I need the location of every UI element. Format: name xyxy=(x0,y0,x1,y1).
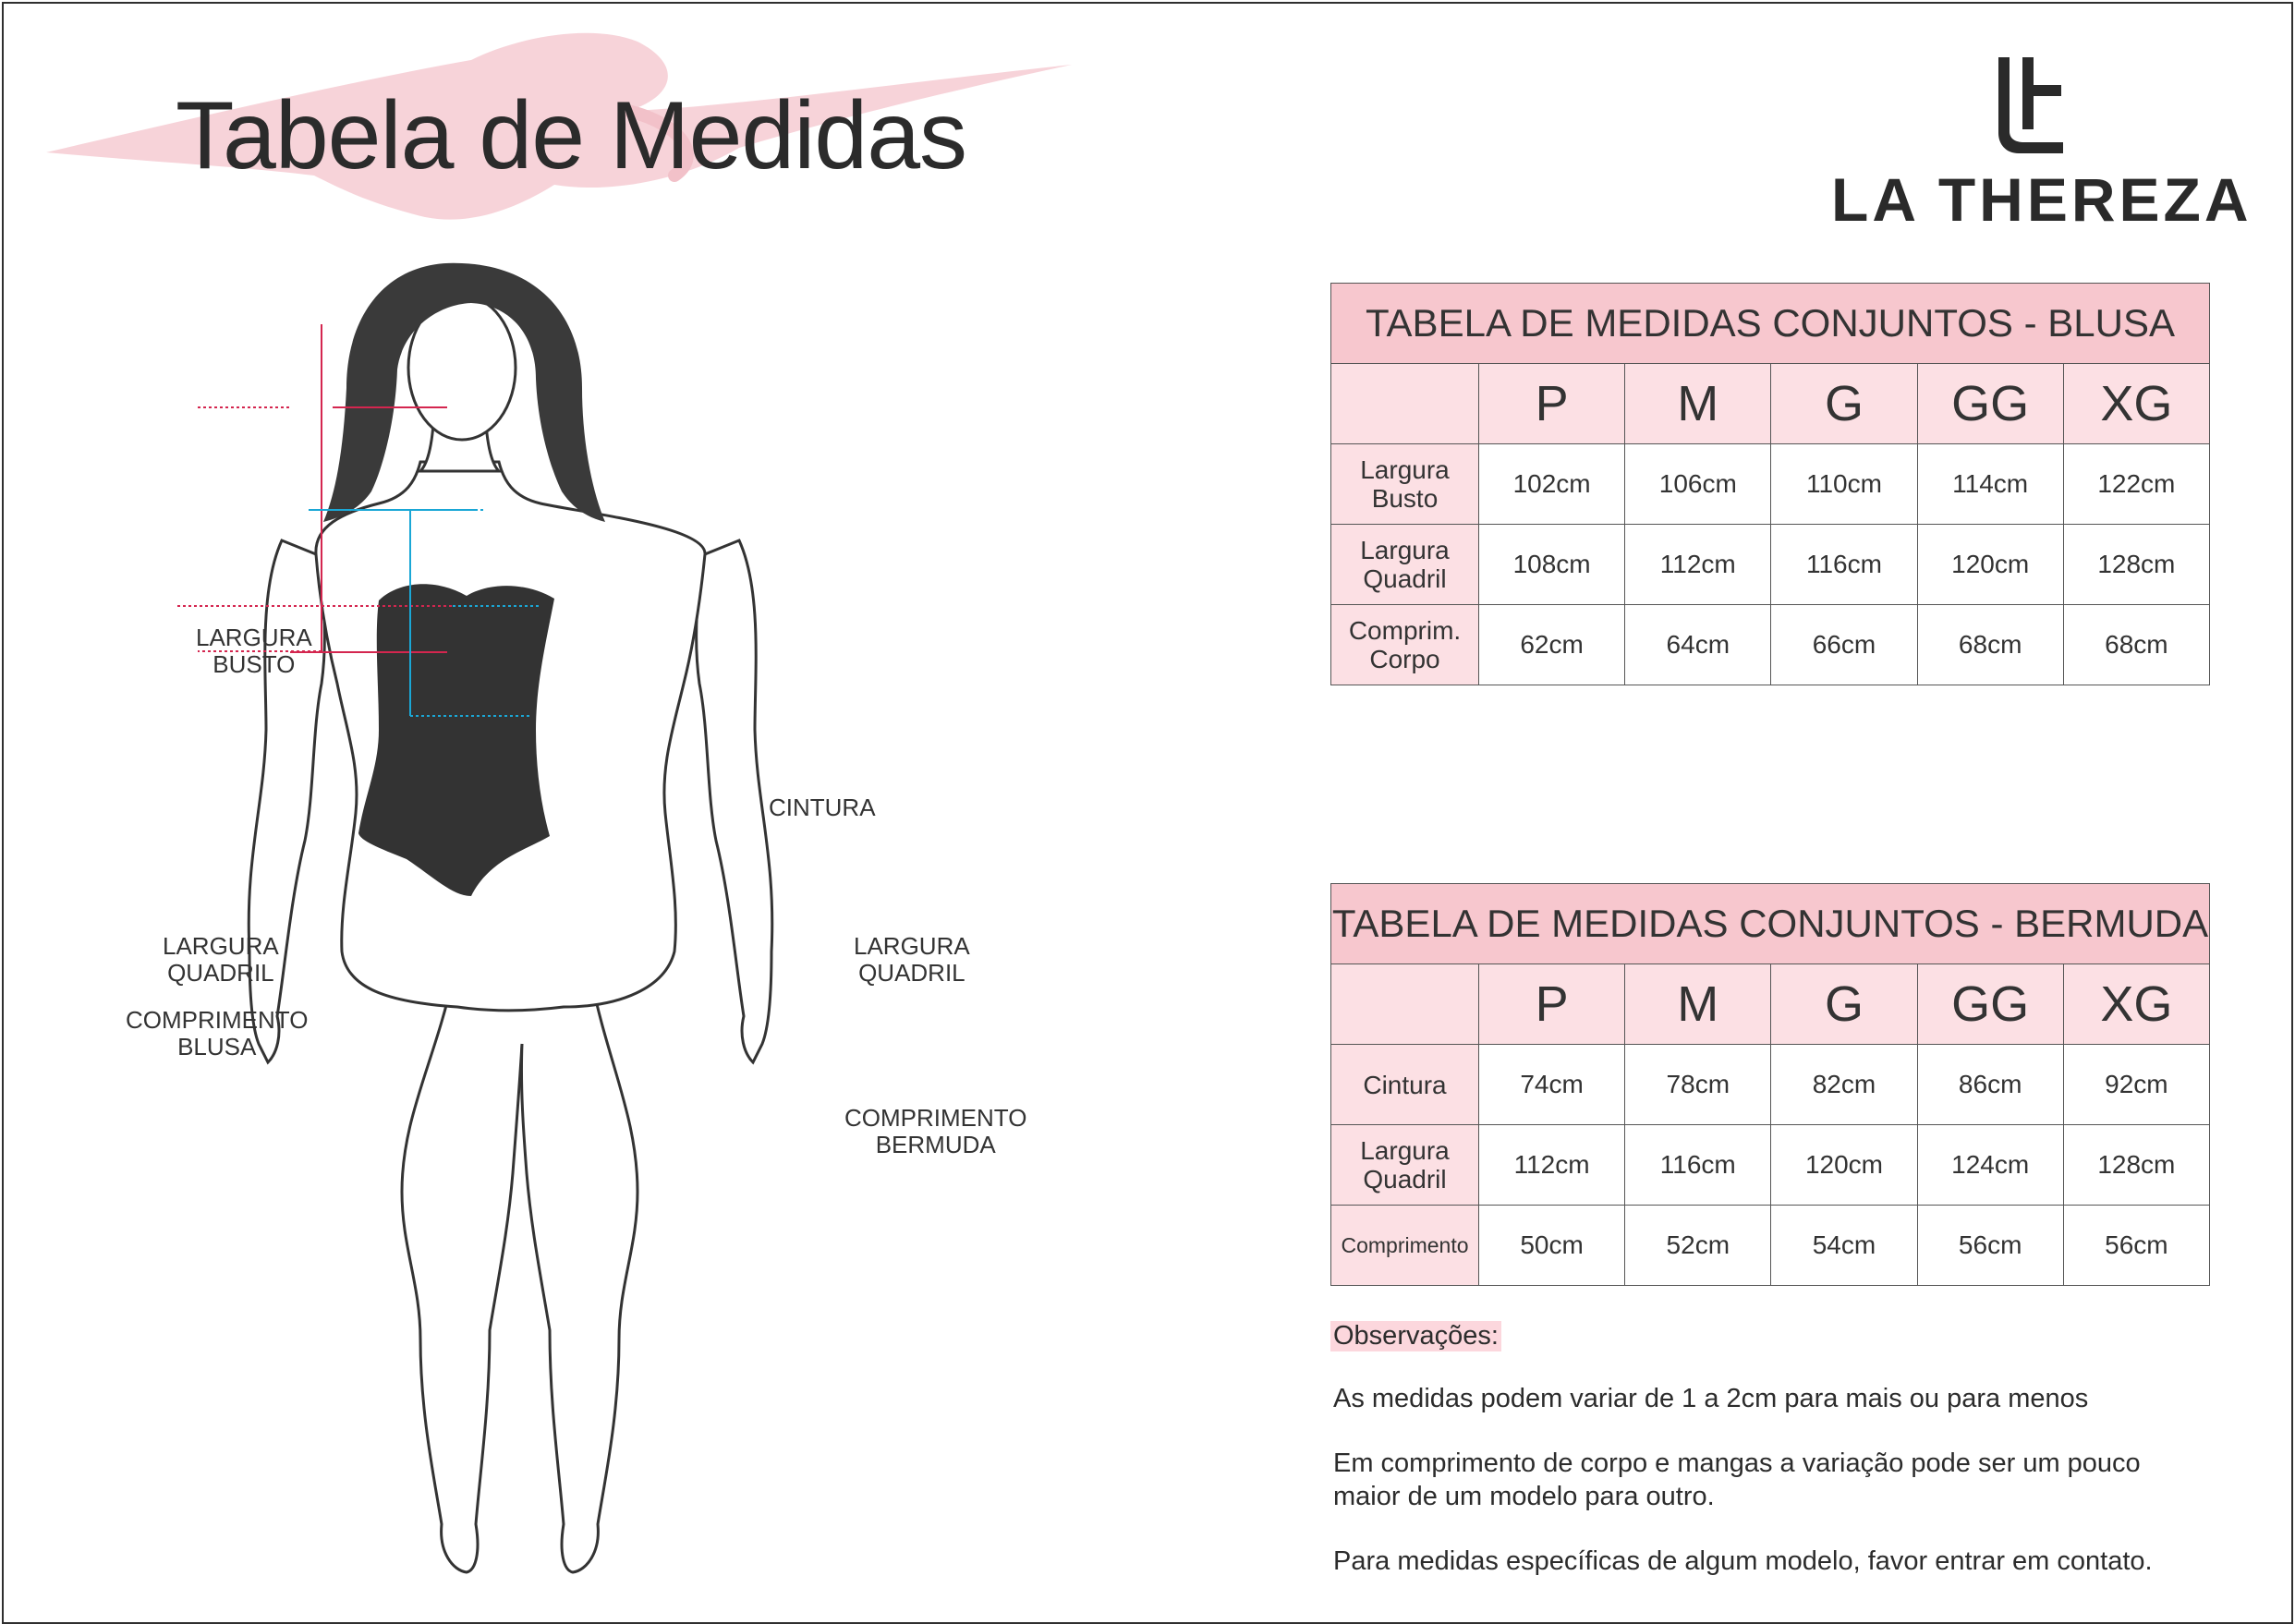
table-cell: 82cm xyxy=(1771,1045,1917,1125)
blusa-size-header-row xyxy=(1331,364,2210,444)
table-cell: 86cm xyxy=(1917,1045,2063,1125)
bermuda-size-g: G xyxy=(1771,964,1917,1045)
bermuda-size-table xyxy=(1330,883,2210,1286)
table-cell: 68cm xyxy=(2063,605,2209,685)
table-cell: 124cm xyxy=(1917,1125,2063,1206)
blusa-header-corner xyxy=(1331,364,1479,444)
callout-largura-quadril-left: LARGURA QUADRIL xyxy=(163,932,279,987)
table-cell: 114cm xyxy=(1917,444,2063,525)
bermuda-header-corner xyxy=(1331,964,1479,1045)
callout-cintura: CINTURA xyxy=(769,794,876,821)
callout-comprimento-bermuda: COMPRIMENTO BERMUDA xyxy=(844,1104,1027,1158)
note-contact: Para medidas específicas de algum modelo, favor entrar em contato. xyxy=(1333,1546,2153,1576)
bermuda-size-header-row xyxy=(1331,964,2210,1045)
table-row xyxy=(1331,1206,2210,1286)
table-cell: 120cm xyxy=(1771,1125,1917,1206)
table-cell: 120cm xyxy=(1917,525,2063,605)
table-cell: 92cm xyxy=(2063,1045,2209,1125)
brand-name: LA THEREZA xyxy=(1831,165,2252,234)
table-cell: 110cm xyxy=(1771,444,1917,525)
table-row xyxy=(1331,1125,2210,1206)
row-label: Largura Quadril xyxy=(1331,1125,1479,1206)
bermuda-size-xg: XG xyxy=(2063,964,2209,1045)
blusa-size-xg: XG xyxy=(2063,364,2209,444)
table-cell: 128cm xyxy=(2063,525,2209,605)
table-cell: 52cm xyxy=(1625,1206,1771,1286)
table-cell: 64cm xyxy=(1625,605,1771,685)
blusa-size-gg: GG xyxy=(1917,364,2063,444)
callout-largura-busto: LARGURA BUSTO xyxy=(196,624,312,678)
blusa-size-table xyxy=(1330,283,2210,685)
row-label: Cintura xyxy=(1331,1045,1479,1125)
table-cell: 112cm xyxy=(1479,1125,1625,1206)
bermuda-size-p: P xyxy=(1479,964,1625,1045)
table-cell: 108cm xyxy=(1479,525,1625,605)
table-cell: 54cm xyxy=(1771,1206,1917,1286)
brand-logo-icon xyxy=(1982,52,2065,155)
blusa-size-p: P xyxy=(1479,364,1625,444)
body-measurement-figure xyxy=(102,249,1044,1589)
table-cell: 106cm xyxy=(1625,444,1771,525)
table-row xyxy=(1331,525,2210,605)
row-label: Largura Busto xyxy=(1331,444,1479,525)
table-row xyxy=(1331,1045,2210,1125)
blusa-table-title: TABELA DE MEDIDAS CONJUNTOS - BLUSA xyxy=(1331,284,2210,364)
table-cell: 66cm xyxy=(1771,605,1917,685)
table-cell: 78cm xyxy=(1625,1045,1771,1125)
page-title: Tabela de Medidas xyxy=(176,82,967,189)
note-length-variation-line2: maior de um modelo para outro. xyxy=(1333,1482,1715,1511)
table-cell: 56cm xyxy=(1917,1206,2063,1286)
note-variation: As medidas podem variar de 1 a 2cm para mais ou para menos xyxy=(1333,1384,2089,1413)
blusa-size-g: G xyxy=(1771,364,1917,444)
table-cell: 74cm xyxy=(1479,1045,1625,1125)
bermuda-size-m: M xyxy=(1625,964,1771,1045)
table-cell: 116cm xyxy=(1771,525,1917,605)
table-cell: 50cm xyxy=(1479,1206,1625,1286)
table-cell: 68cm xyxy=(1917,605,2063,685)
bermuda-size-gg: GG xyxy=(1917,964,2063,1045)
bermuda-table-title: TABELA DE MEDIDAS CONJUNTOS - BERMUDA xyxy=(1331,884,2210,964)
table-cell: 116cm xyxy=(1625,1125,1771,1206)
callout-largura-quadril-right: LARGURA QUADRIL xyxy=(854,932,970,987)
notes-label: Observações: xyxy=(1330,1321,1501,1351)
row-label: Comprim. Corpo xyxy=(1331,605,1479,685)
table-cell: 128cm xyxy=(2063,1125,2209,1206)
table-cell: 122cm xyxy=(2063,444,2209,525)
table-cell: 112cm xyxy=(1625,525,1771,605)
table-row xyxy=(1331,444,2210,525)
table-cell: 62cm xyxy=(1479,605,1625,685)
row-label: Largura Quadril xyxy=(1331,525,1479,605)
table-cell: 102cm xyxy=(1479,444,1625,525)
callout-comprimento-blusa: COMPRIMENTO BLUSA xyxy=(126,1006,309,1060)
table-cell: 56cm xyxy=(2063,1206,2209,1286)
row-label: Comprimento xyxy=(1331,1206,1479,1286)
table-row xyxy=(1331,605,2210,685)
blusa-size-m: M xyxy=(1625,364,1771,444)
note-length-variation-line1: Em comprimento de corpo e mangas a variação pode ser um pouco xyxy=(1333,1448,2141,1478)
